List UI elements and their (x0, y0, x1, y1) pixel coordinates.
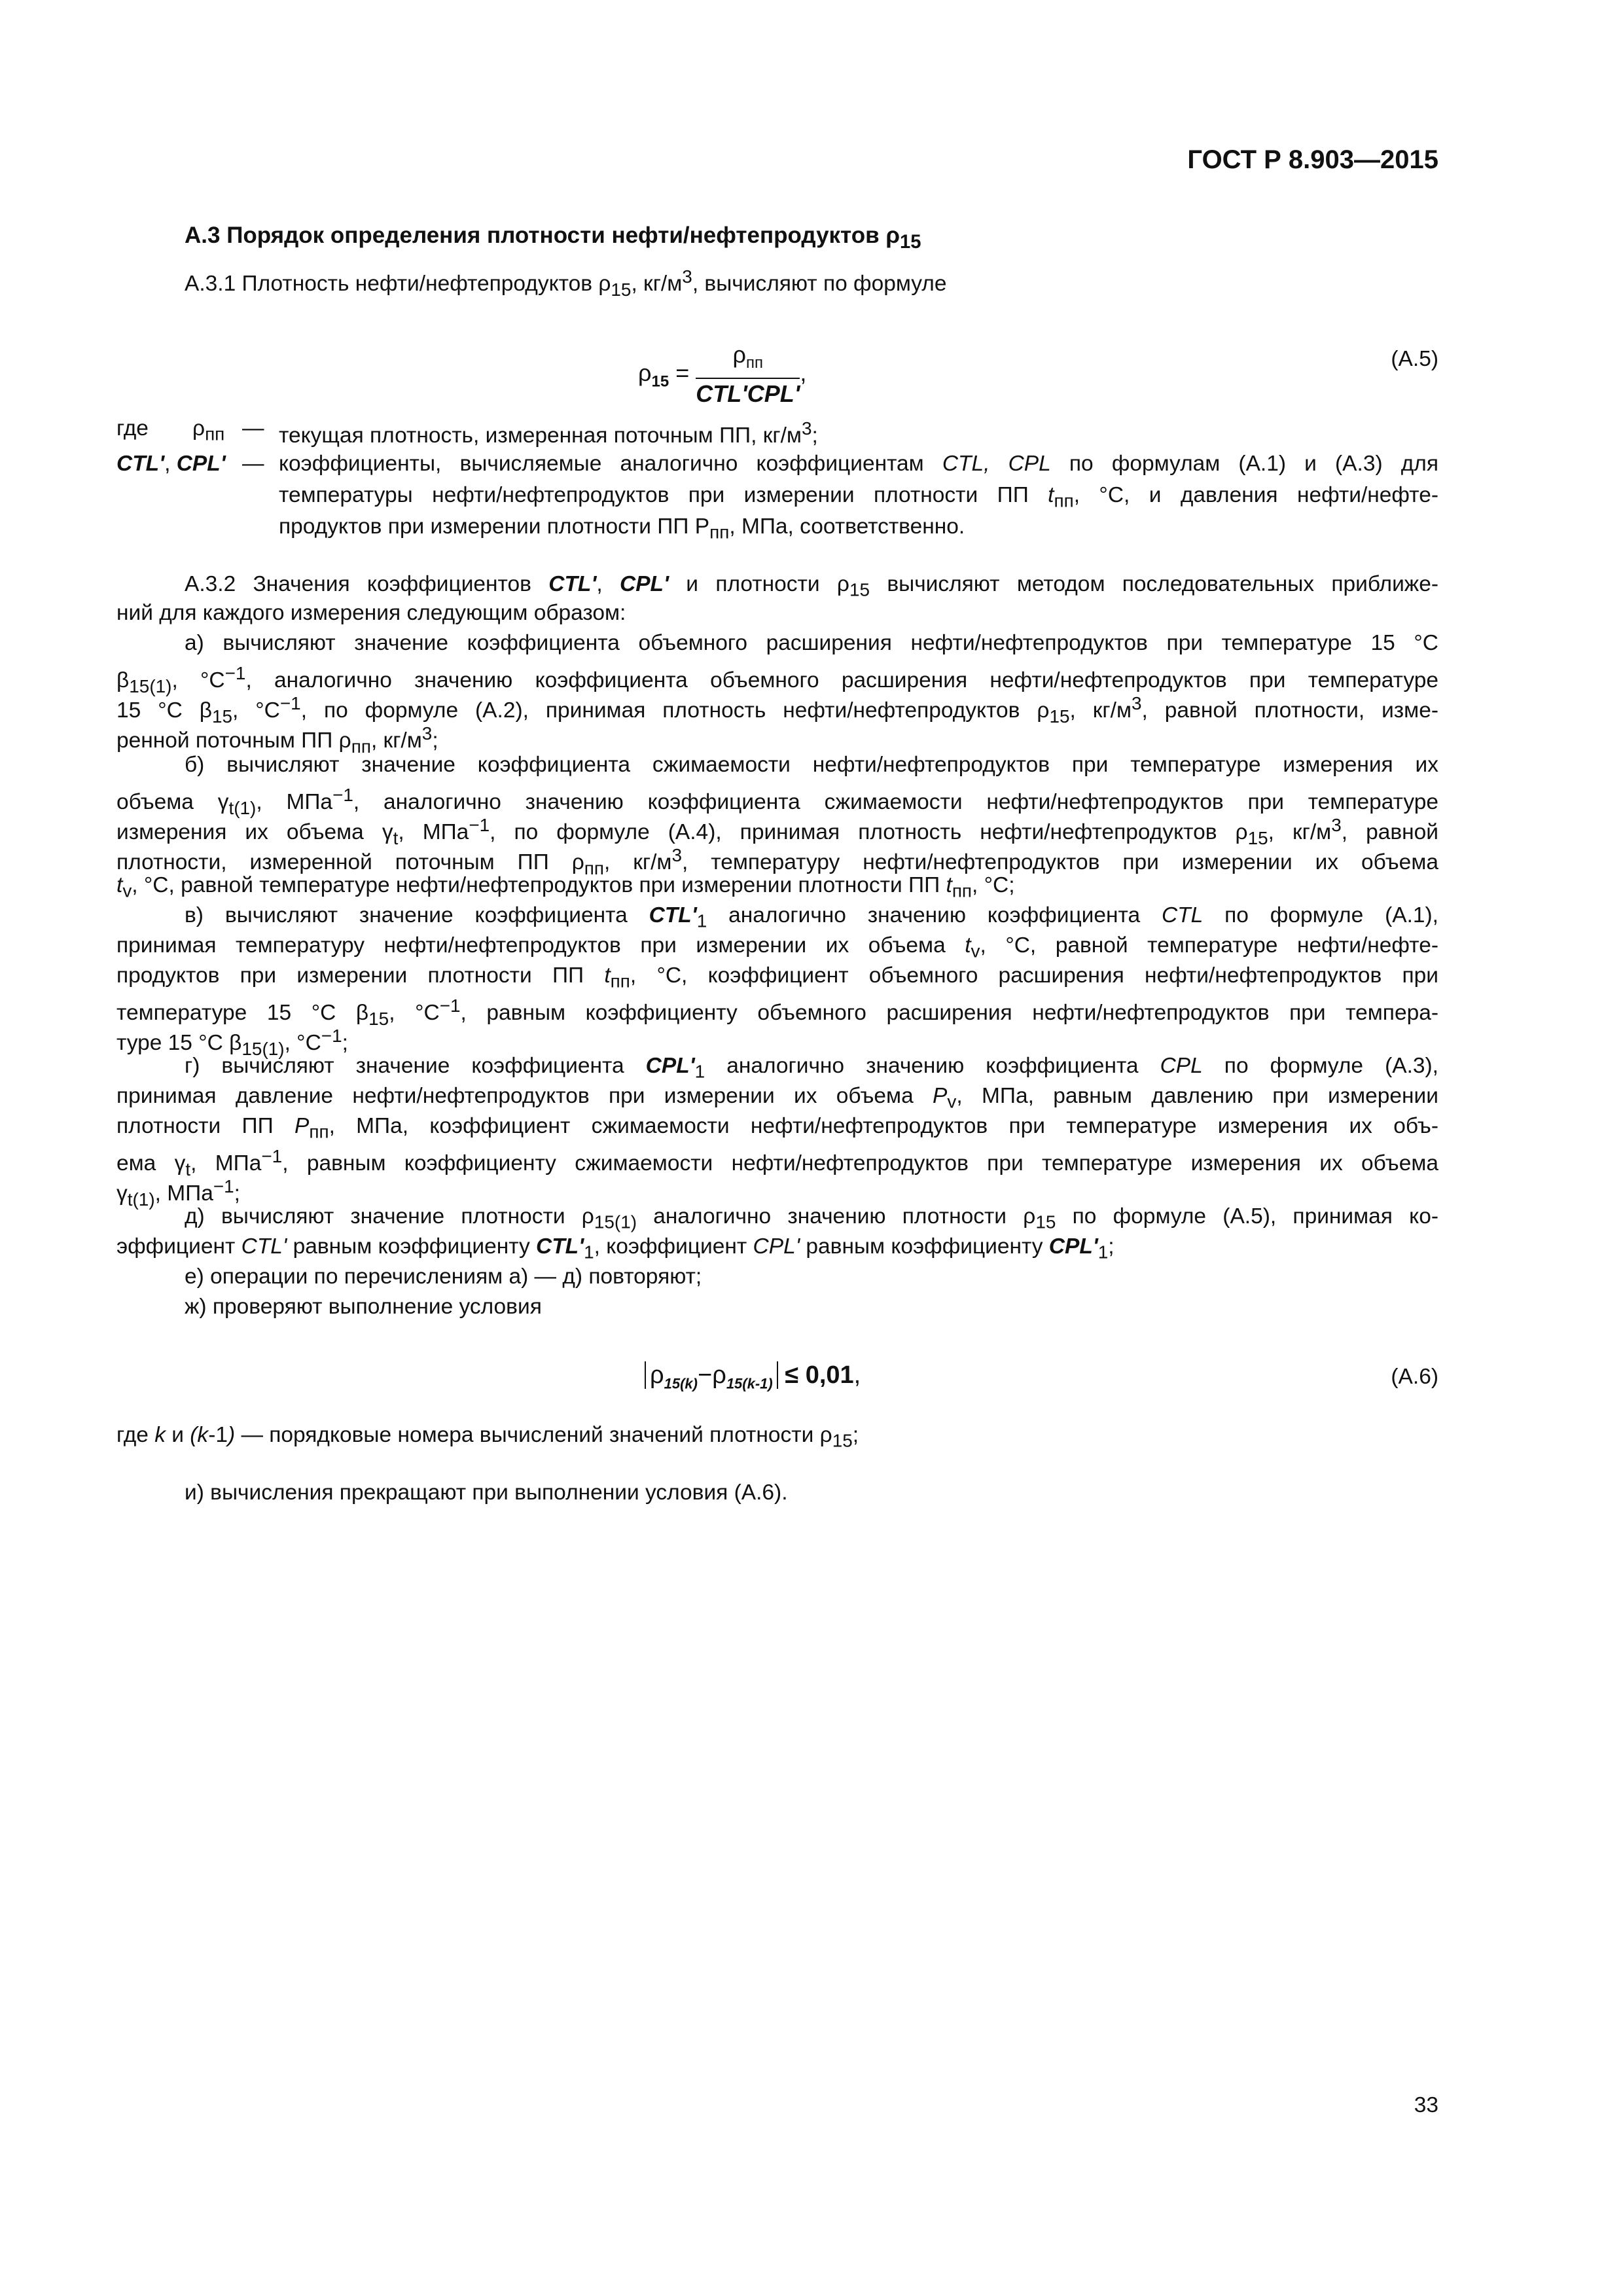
item-a-l3s: 15 (212, 706, 233, 726)
formula-a6-comma: , (853, 1361, 861, 1389)
item-g-l2b: P (933, 1084, 948, 1108)
p-a31-s1: 15 (611, 279, 632, 300)
formula-a6 (645, 1361, 861, 1393)
item-g-l3b: P (294, 1114, 310, 1138)
where3-t1: где (116, 1423, 155, 1447)
item-a-l3p2: 3 (1132, 693, 1142, 713)
section-title-sub: 15 (900, 232, 921, 253)
item-b-l4c: , температуру нефти/нефтепродуктов при измерении их объема (682, 850, 1438, 875)
formula-a6-as: 15(k) (664, 1375, 698, 1392)
item-b-l5s2: пп (952, 880, 972, 901)
formula-a5-num: ρ (732, 341, 747, 368)
item-g-l4a: ема γ (116, 1151, 186, 1176)
where2-comma: , (164, 452, 177, 476)
formula-a5-eq: = (669, 359, 690, 387)
where1-t2: ; (812, 423, 818, 448)
item-b-l3e: , равной (1341, 820, 1438, 845)
item-d-l2a: эффициент (116, 1234, 241, 1259)
item-a-l2p: −1 (224, 663, 246, 683)
p-a32-l1e: и плотности ρ (668, 572, 849, 596)
item-g-l5p: −1 (213, 1176, 234, 1196)
where2-line1 (279, 449, 1438, 478)
item-g-l3c: , МПа, коэффициент сжимаемости нефти/нефтепродуктов при температуре измерения их объ- (329, 1114, 1438, 1138)
item-v-l5s: 15(1) (241, 1038, 285, 1059)
formula-a6-b: ρ (712, 1361, 726, 1389)
item-a-l4b: , кг/м (370, 728, 422, 753)
where2-line3 (279, 512, 1438, 547)
formula-a6-bs: 15(k-1) (726, 1375, 773, 1392)
formula-a6-minus: − (697, 1361, 713, 1389)
item-a-l3b: , °С (232, 698, 280, 723)
item-a-l3d: , кг/м (1069, 698, 1132, 723)
item-v-l1b: CTL' (649, 903, 697, 927)
p-a31-t1: А.3.1 Плотность нефти/нефтепродуктов ρ (185, 272, 611, 296)
paragraph-a31 (185, 262, 1438, 304)
item-g-l4b: , МПа (190, 1151, 262, 1176)
item-b-l2c: , аналогично значению коэффициента сжимаемости нефти/нефтепродуктов при температуре (353, 790, 1438, 815)
item-d-l1b: аналогично значению плотности ρ (637, 1204, 1036, 1229)
item-g-l2c: , МПа, равным давлению при измерении (956, 1084, 1438, 1108)
item-b-l2s: t(1) (228, 797, 257, 818)
p-a32-l1d: CPL' (620, 572, 669, 596)
where2-line2 (279, 480, 1438, 516)
formula-a5-number: (А.5) (1391, 347, 1438, 371)
item-d-l2f: CPL' (753, 1234, 800, 1259)
item-b-l2b: , МПа (256, 790, 333, 815)
item-g-l4p: −1 (261, 1146, 283, 1166)
item-g-l3s: пп (309, 1121, 329, 1142)
where2-l2s: пп (1054, 490, 1074, 511)
where1-text (279, 414, 818, 450)
item-a-l2s: 15(1) (129, 675, 172, 696)
formula-a5-lhs: ρ (638, 359, 652, 387)
item-v-l5a: туре 15 °С β (116, 1031, 242, 1056)
where3-k1: (k (190, 1423, 209, 1447)
item-g-l2a: принимая давление нефти/нефтепродуктов при измерении их объема (116, 1084, 933, 1108)
item-b-l4p: 3 (671, 845, 682, 865)
item-b-l5d: , °С; (972, 873, 1015, 897)
item-v-l3c: , °С, коэффициент объемного расширения нефти/нефтепродуктов при (630, 963, 1438, 988)
where3-line (116, 1420, 1438, 1456)
item-b-l5c: t (946, 873, 952, 897)
item-b-l4b: , кг/м (604, 850, 672, 875)
document-header: ГОСТ Р 8.903—2015 (1187, 145, 1438, 174)
p-a32-line2: ний для каждого измерения следующим образом: (116, 601, 626, 625)
formula-a6-rel: ≤ 0,01 (777, 1361, 854, 1389)
where1-sym-sub: пп (205, 423, 225, 444)
item-d-l1s: 15(1) (594, 1211, 637, 1232)
p-a31-t2: , кг/м (631, 272, 683, 296)
item-g-l1b: CPL' (645, 1054, 695, 1078)
item-g-l3a: плотности ПП (116, 1114, 294, 1138)
where2-l1a: коэффициенты, вычисляемые аналогично коэффициентам (279, 452, 942, 476)
where2-l3c: , МПа, соответственно. (729, 514, 965, 539)
item-v-l1a: в) вычисляют значение коэффициента (185, 903, 649, 927)
item-v-l1d: CTL (1161, 903, 1204, 927)
item-v-l3s: пп (610, 971, 630, 992)
item-i: и) вычисления прекращают при выполнении условия (А.6). (185, 1480, 788, 1505)
where3-t3: -1 (208, 1423, 228, 1447)
item-v-l2a: принимая температуру нефти/нефтепродуктов при измерении их объема (116, 933, 965, 958)
where2-l3a: продуктов при измерении плотности ПП (279, 514, 695, 539)
item-v-l3b: t (604, 963, 611, 988)
item-b-l5a: t (116, 873, 123, 897)
item-b-l3a: измерения их объема γ (116, 820, 393, 845)
item-b-l3p: −1 (469, 815, 490, 835)
item-a-l4a: ренной поточным ПП ρ (116, 728, 351, 753)
item-g-l1c: аналогично значению коэффициента (705, 1054, 1160, 1078)
item-g-l5b: , МПа (154, 1181, 213, 1206)
where2-l3b: P (694, 514, 710, 539)
item-b-l3s: t (393, 827, 399, 848)
item-v-l4b: , °С (389, 1001, 440, 1026)
item-v-l4c: , равным коэффициенту объемного расширения нефти/нефтепродуктов при темпера- (460, 1001, 1438, 1026)
item-a-l3e: , равной плотности, изме- (1141, 698, 1438, 723)
formula-a5-comma: , (800, 359, 807, 387)
item-g-l1e: по формуле (А.3), (1202, 1054, 1438, 1078)
where2-l2c: , °С, и давления нефти/нефте- (1073, 483, 1438, 507)
p-a32-l1b: CTL' (548, 572, 597, 596)
item-g-l5s: t(1) (127, 1189, 155, 1210)
item-b-l3p2: 3 (1331, 815, 1342, 835)
item-d-l2e: , коэффициент (594, 1234, 753, 1259)
item-b-l3s2: 15 (1247, 827, 1268, 848)
where3-s: 15 (832, 1430, 853, 1451)
item-v-l5p: −1 (321, 1026, 342, 1046)
item-g-l1s: 1 (694, 1061, 705, 1082)
formula-a5-fraction (696, 340, 800, 409)
formula-a6-number: (А.6) (1391, 1365, 1438, 1389)
item-e: е) операции по перечислениям а) — д) повторяют; (185, 1265, 702, 1289)
item-d-l2h: CPL' (1048, 1234, 1098, 1259)
where2-l2a: температуры нефти/нефтепродуктов при измерении плотности ПП (279, 483, 1048, 507)
formula-a5-lhs-sub: 15 (651, 372, 669, 391)
where2-sym2: CPL' (176, 452, 226, 476)
item-d-l2g: равным коэффициенту (800, 1234, 1049, 1259)
item-g-l5a: γ (116, 1181, 128, 1206)
item-g-l4c: , равным коэффициенту сжимаемости нефти/нефтепродуктов при температуре измерения их объема (282, 1151, 1438, 1176)
formula-a6-abs (645, 1361, 778, 1392)
item-g-l4s: t (185, 1158, 191, 1179)
item-zh: ж) проверяют выполнение условия (185, 1295, 542, 1319)
item-b-l2p: −1 (332, 785, 353, 805)
item-v-l1s: 1 (696, 910, 707, 931)
item-v-l4s: 15 (368, 1008, 389, 1029)
item-a-l4c: ; (432, 728, 438, 753)
item-g-l5c: ; (234, 1181, 240, 1206)
p-a32-l1a: А.3.2 Значения коэффициентов (185, 572, 549, 596)
item-b-l4a: плотности, измеренной поточным ПП ρ (116, 850, 584, 875)
where2-sym1: CTL' (116, 452, 165, 476)
p-a31-t3: , вычисляют по формуле (692, 272, 947, 296)
item-v-l1c: аналогично значению коэффициента (707, 903, 1162, 927)
item-b-l3d: , кг/м (1268, 820, 1332, 845)
item-a-line1: а) вычисляют значение коэффициента объемного расширения нефти/нефтепродуктов при температуре 15 °С (185, 631, 1438, 655)
item-d-l2s2: 1 (1097, 1242, 1109, 1263)
section-title-text: А.3 Порядок определения плотности нефти/нефтепродуктов ρ (185, 223, 900, 248)
item-d-l1c: по формуле (А.5), принимая ко- (1056, 1204, 1438, 1229)
item-a-l4p: 3 (421, 723, 433, 744)
item-g-l1d: CPL (1160, 1054, 1203, 1078)
where3-t4: — порядковые номера вычислений значений плотности ρ (235, 1423, 832, 1447)
where2-symbols (116, 449, 226, 478)
item-d-l2d: CTL' (536, 1234, 584, 1259)
where2-l3s: пп (709, 522, 730, 543)
where3-t2: и (165, 1423, 190, 1447)
item-v-l5b: , °С (284, 1031, 321, 1056)
item-a-l3c: , по формуле (А.2), принимая плотность нефти/нефтепродуктов ρ (300, 698, 1050, 723)
item-g-l2s: v (947, 1091, 957, 1112)
item-a-l3s2: 15 (1049, 706, 1070, 726)
item-d-l1s2: 15 (1035, 1211, 1056, 1232)
item-a-l2c: , аналогично значению коэффициента объемного расширения нефти/нефтепродуктов при температуре (245, 668, 1438, 693)
item-b-l5b: , °С, равной температуре нефти/нефтепродуктов при измерении плотности ПП (132, 873, 946, 897)
item-v-l5c: ; (342, 1031, 348, 1056)
item-g-l1a: г) вычисляют значение коэффициента (185, 1054, 646, 1078)
item-b-l2a: объема γ (116, 790, 229, 815)
item-a-l2a: β (116, 668, 130, 693)
page-number: 33 (1414, 2093, 1438, 2117)
formula-a6-a: ρ (650, 1361, 664, 1389)
where3-k: k (154, 1423, 166, 1447)
item-v-l2b: t (965, 933, 971, 958)
where1-sym: ρ (192, 416, 205, 440)
p-a31-s2: 3 (682, 266, 692, 287)
item-d-l2i: ; (1108, 1234, 1115, 1259)
formula-a5-num-sub: пп (746, 354, 764, 372)
item-b-l3c: , по формуле (А.4), принимая плотность нефти/нефтепродуктов ρ (490, 820, 1248, 845)
formula-a5-numerator (696, 340, 800, 379)
item-d-l2s: 1 (584, 1242, 594, 1263)
item-d-l2c: равным коэффициенту (287, 1234, 536, 1259)
where3-t5: ; (852, 1423, 859, 1447)
item-a-l2b: , °С (171, 668, 225, 693)
p-a32-l1c: , (596, 572, 620, 596)
item-a-l4s: пп (351, 736, 371, 757)
where1-s1: 3 (801, 418, 812, 439)
where2-l2b: t (1048, 483, 1054, 507)
item-b-l4s: пп (584, 857, 605, 878)
item-d-l2b: CTL' (241, 1234, 287, 1259)
item-a-l3p: −1 (279, 693, 301, 713)
item-d-l1a: д) вычисляют значение плотности ρ (185, 1204, 594, 1229)
where1-dash: — (242, 416, 264, 440)
where1-t1: текущая плотность, измеренная поточным ПП, кг/м (279, 423, 802, 448)
formula-a5-denominator: CTL'CPL' (696, 380, 800, 408)
formula-a5 (638, 340, 806, 409)
where-label: где (116, 416, 149, 440)
section-title (185, 223, 921, 253)
p-a32-l1f: вычисляют методом последовательных приближе- (870, 572, 1439, 596)
item-v-l4p: −1 (439, 996, 461, 1016)
item-v-l2s: v (971, 941, 980, 961)
where2-l1b: CTL, CPL (942, 452, 1051, 476)
item-v-l3a: продуктов при измерении плотности ПП (116, 963, 605, 988)
p-a32-l1s: 15 (849, 579, 870, 600)
item-b-l3b: , МПа (398, 820, 469, 845)
item-a-l3a: 15 °С β (116, 698, 212, 723)
where2-l1c: по формулам (А.1) и (А.3) для (1050, 452, 1438, 476)
item-v-l1e: по формуле (А.1), (1203, 903, 1438, 927)
where3-k2: ) (227, 1423, 236, 1447)
item-b-l5s: v (122, 880, 132, 901)
where2-dash: — (242, 452, 264, 476)
item-v-l4a: температуре 15 °С β (116, 1001, 369, 1026)
item-b-line1: б) вычисляют значение коэффициента сжимаемости нефти/нефтепродуктов при температуре измерения их (185, 753, 1438, 777)
where1-symbol (192, 414, 224, 449)
item-v-l2c: , °С, равной температуре нефти/нефте- (980, 933, 1438, 958)
